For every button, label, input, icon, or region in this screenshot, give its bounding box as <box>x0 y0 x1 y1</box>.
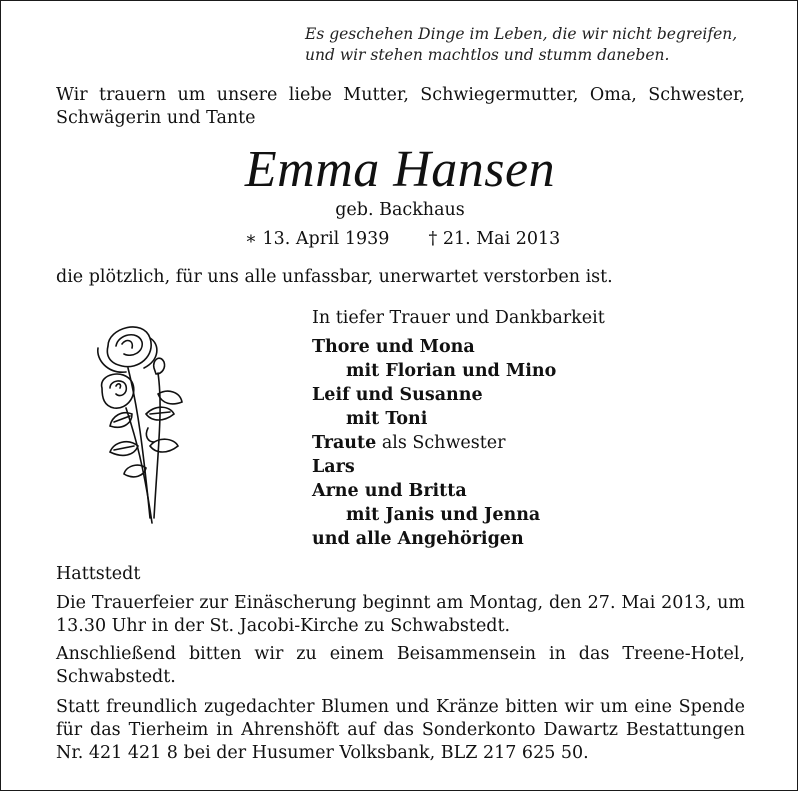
donation-line-2: für das Tierheim in Ahrenshöft auf das Sonderkonto Dawartz Bestattungen <box>56 720 745 740</box>
motto-line-2: und wir stehen machtlos und stumm daneben. <box>305 46 670 64</box>
maiden-name: geb. Backhaus <box>335 200 465 220</box>
born-symbol: ∗ <box>245 229 257 249</box>
intro-line-1: Wir trauern um unsere liebe Mutter, Schwiegermutter, Oma, Schwester, <box>56 85 745 105</box>
mourner-line <box>312 383 605 407</box>
mourner-line <box>312 407 605 431</box>
mourners-block <box>312 306 605 551</box>
deceased-name: Emma Hansen <box>244 141 556 198</box>
donation-line-1: Statt freundlich zugedachter Blumen und Kränze bitten wir um eine Spende <box>56 697 745 717</box>
mourners-heading: In tiefer Trauer und Dankbarkeit <box>312 308 605 328</box>
mourner-name: mit Janis und Jenna <box>346 505 541 525</box>
mourner-name: mit Florian und Mino <box>346 361 557 381</box>
mourner-name: Leif und Susanne <box>312 385 483 405</box>
died-symbol: † <box>428 229 438 249</box>
born-date: 13. April 1939 <box>262 229 390 249</box>
mourner-name: Thore und Mona <box>312 337 475 357</box>
donation-line-3: Nr. 421 421 8 bei der Husumer Volksbank, BLZ 217 625 50. <box>56 743 589 763</box>
mourner-name: Lars <box>312 457 355 477</box>
mourner-list <box>312 335 605 551</box>
ceremony-text <box>56 592 745 638</box>
mourner-line <box>312 503 605 527</box>
mourner-name: Traute <box>312 433 377 453</box>
mourner-line <box>312 359 605 383</box>
mourner-line <box>312 335 605 359</box>
gathering-line-2: Schwabstedt. <box>56 667 176 687</box>
mourner-line <box>312 431 605 455</box>
ceremony-line-1: Die Trauerfeier zur Einäscherung beginnt am Montag, den 27. Mai 2013, um <box>56 593 745 613</box>
life-dates <box>245 229 560 249</box>
intro-text <box>56 84 745 130</box>
mourner-name: und alle Angehörigen <box>312 529 524 549</box>
mourner-name: mit Toni <box>346 409 428 429</box>
mourner-name: Arne und Britta <box>312 481 467 501</box>
intro-line-2: Schwägerin und Tante <box>56 108 256 128</box>
gathering-text <box>56 643 745 689</box>
ceremony-line-2: 13.30 Uhr in der St. Jacobi-Kirche zu Schwabstedt. <box>56 616 511 636</box>
mourner-line <box>312 527 605 551</box>
place-text: Hattstedt <box>56 564 141 584</box>
donation-text <box>56 696 745 765</box>
gathering-line-1: Anschließend bitten wir zu einem Beisammensein in das Treene-Hotel, <box>56 644 745 664</box>
rose-illustration <box>88 318 208 528</box>
motto-quote <box>305 24 745 66</box>
motto-line-1: Es geschehen Dinge im Leben, die wir nicht begreifen, <box>305 25 738 43</box>
statement-text: die plötzlich, für uns alle unfassbar, unerwartet verstorben ist. <box>56 267 613 287</box>
mourner-line <box>312 479 605 503</box>
mourner-relation: als Schwester <box>376 433 506 453</box>
died-date: 21. Mai 2013 <box>442 229 561 249</box>
mourner-line <box>312 455 605 479</box>
